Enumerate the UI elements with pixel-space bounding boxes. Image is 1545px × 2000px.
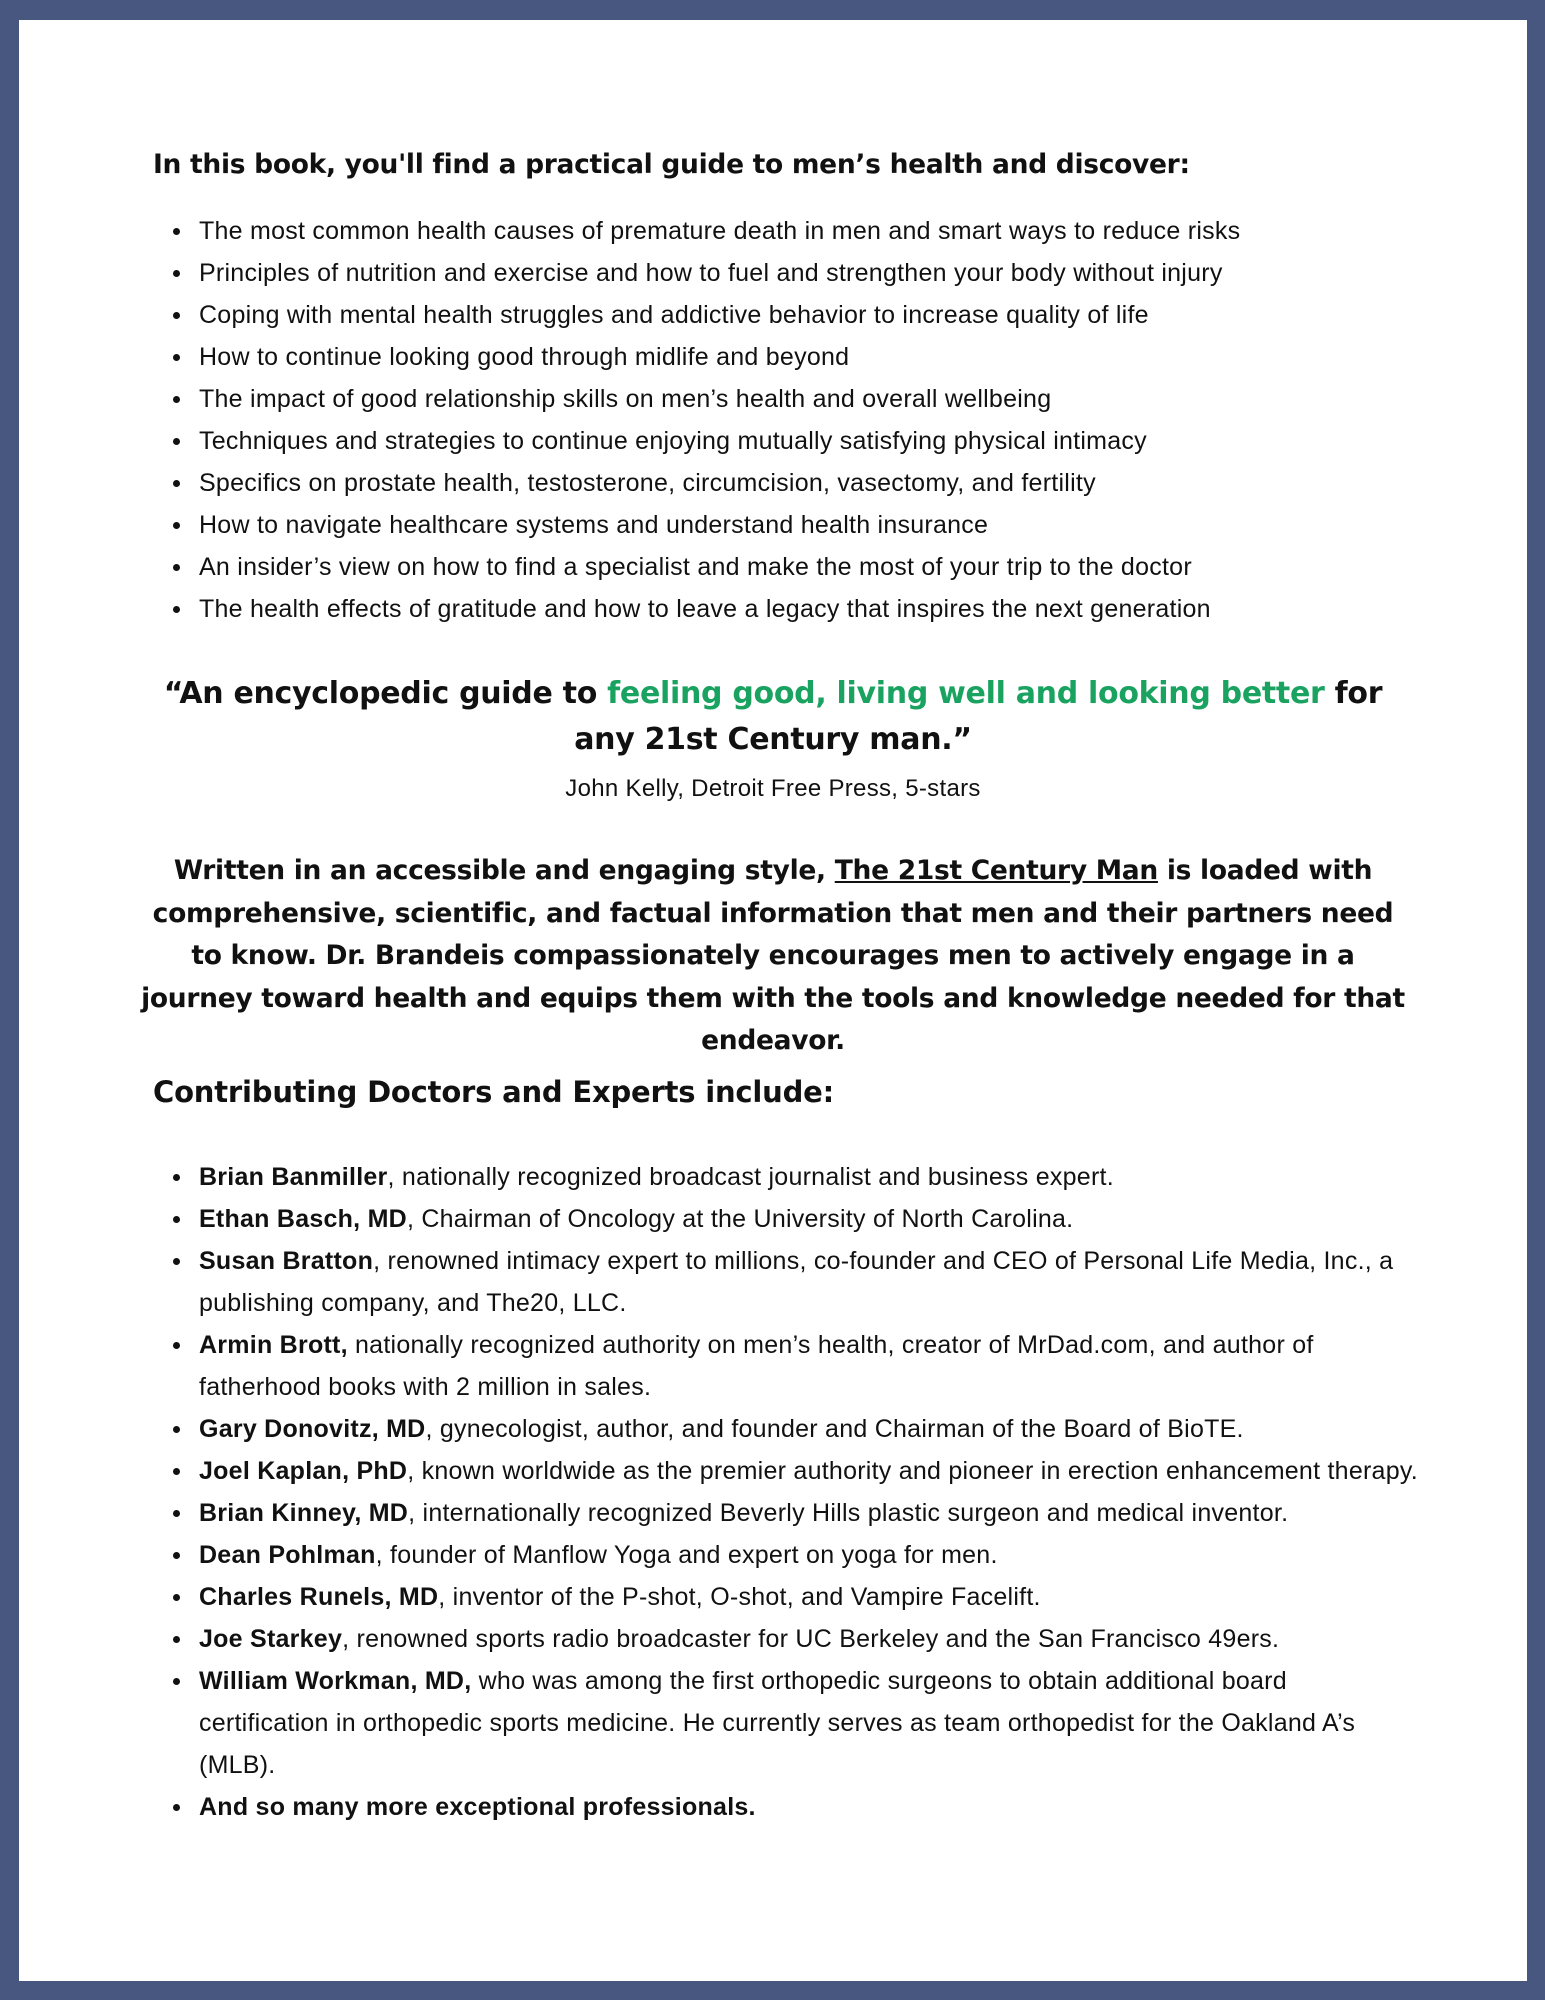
expert-item bbox=[169, 1198, 1419, 1240]
expert-name: Charles Runels, MD bbox=[199, 1583, 439, 1611]
quote-text-start: “An encyclopedic guide to bbox=[163, 676, 608, 711]
feature-item: Principles of nutrition and exercise and how to fuel and strengthen your body without injury bbox=[169, 252, 1419, 294]
quote-attribution: John Kelly, Detroit Free Press, 5-stars bbox=[565, 775, 981, 802]
feature-item: The health effects of gratitude and how to leave a legacy that inspires the next generation bbox=[169, 588, 1419, 630]
expert-description: , gynecologist, author, and founder and Chairman of the Board of BioTE. bbox=[425, 1415, 1244, 1443]
description-start: Written in an accessible and engaging style, bbox=[173, 855, 835, 886]
feature-item: The most common health causes of premature death in men and smart ways to reduce risks bbox=[169, 210, 1419, 252]
expert-description: , renowned sports radio broadcaster for UC Berkeley and the San Francisco 49ers. bbox=[342, 1625, 1280, 1653]
expert-name: Brian Kinney, MD bbox=[199, 1499, 409, 1527]
feature-item: The impact of good relationship skills on men’s health and overall wellbeing bbox=[169, 378, 1419, 420]
expert-list bbox=[169, 1156, 1419, 1828]
expert-description: , founder of Manflow Yoga and expert on yoga for men. bbox=[375, 1541, 998, 1569]
expert-description: , known worldwide as the premier authority and pioneer in erection enhancement therapy. bbox=[407, 1457, 1418, 1485]
expert-item bbox=[169, 1492, 1419, 1534]
book-back-cover-page bbox=[19, 20, 1527, 1981]
feature-item: An insider’s view on how to find a specialist and make the most of your trip to the doctor bbox=[169, 546, 1419, 588]
feature-list bbox=[169, 210, 1419, 630]
book-description bbox=[139, 850, 1407, 1063]
feature-item: How to navigate healthcare systems and understand health insurance bbox=[169, 504, 1419, 546]
expert-description: nationally recognized authority on men’s health, creator of MrDad.com, and author of fatherhood books with 2 million in sales. bbox=[199, 1331, 1314, 1401]
expert-item bbox=[169, 1450, 1419, 1492]
expert-name: William Workman, MD, bbox=[199, 1667, 472, 1695]
quote-text-end: for any 21st Century man.” bbox=[574, 676, 1383, 757]
expert-description: , renowned intimacy expert to millions, co-founder and CEO of Personal Life Media, Inc., a publishing company, and The20, LLC. bbox=[199, 1247, 1394, 1317]
expert-description: , internationally recognized Beverly Hills plastic surgeon and medical inventor. bbox=[408, 1499, 1289, 1527]
expert-name: Joe Starkey bbox=[199, 1625, 343, 1653]
expert-item bbox=[169, 1408, 1419, 1450]
expert-item bbox=[169, 1156, 1419, 1198]
expert-item bbox=[169, 1786, 1419, 1828]
feature-item: Coping with mental health struggles and addictive behavior to increase quality of life bbox=[169, 294, 1419, 336]
intro-heading: In this book, you'll find a practical guide to men’s health and discover: bbox=[153, 149, 1190, 180]
expert-name: Gary Donovitz, MD bbox=[199, 1415, 426, 1443]
expert-name: Ethan Basch, MD bbox=[199, 1205, 407, 1233]
expert-item bbox=[169, 1618, 1419, 1660]
expert-item bbox=[169, 1324, 1419, 1408]
experts-heading: Contributing Doctors and Experts include: bbox=[153, 1075, 835, 1109]
expert-name: And so many more exceptional professionals. bbox=[199, 1793, 756, 1821]
expert-name: Dean Pohlman bbox=[199, 1541, 376, 1569]
expert-item bbox=[169, 1576, 1419, 1618]
review-quote bbox=[139, 671, 1407, 763]
expert-name: Brian Banmiller bbox=[199, 1163, 388, 1191]
feature-item: Techniques and strategies to continue enjoying mutually satisfying physical intimacy bbox=[169, 420, 1419, 462]
expert-item bbox=[169, 1534, 1419, 1576]
expert-description: , nationally recognized broadcast journalist and business expert. bbox=[387, 1163, 1114, 1191]
book-title: The 21st Century Man bbox=[834, 855, 1158, 886]
quote-highlight: feeling good, living well and looking better bbox=[607, 676, 1325, 711]
feature-item: How to continue looking good through midlife and beyond bbox=[169, 336, 1419, 378]
expert-item bbox=[169, 1660, 1419, 1786]
description-end: is loaded with comprehensive, scientific, and factual information that men and their partners need to know. Dr. Brandeis compassionately encourages men to actively engage in a journey toward health and equips them with the tools and knowledge needed for that endeavor. bbox=[141, 855, 1405, 1056]
feature-item: Specifics on prostate health, testosterone, circumcision, vasectomy, and fertility bbox=[169, 462, 1419, 504]
expert-description: who was among the first orthopedic surgeons to obtain additional board certification in orthopedic sports medicine. He currently serves as team orthopedist for the Oakland A’s (MLB). bbox=[199, 1667, 1356, 1779]
expert-description: , inventor of the P-shot, O-shot, and Vampire Facelift. bbox=[438, 1583, 1041, 1611]
expert-name: Susan Bratton bbox=[199, 1247, 374, 1275]
expert-name: Armin Brott, bbox=[199, 1331, 348, 1359]
expert-name: Joel Kaplan, PhD bbox=[199, 1457, 408, 1485]
expert-description: , Chairman of Oncology at the University of North Carolina. bbox=[406, 1205, 1074, 1233]
expert-item bbox=[169, 1240, 1419, 1324]
